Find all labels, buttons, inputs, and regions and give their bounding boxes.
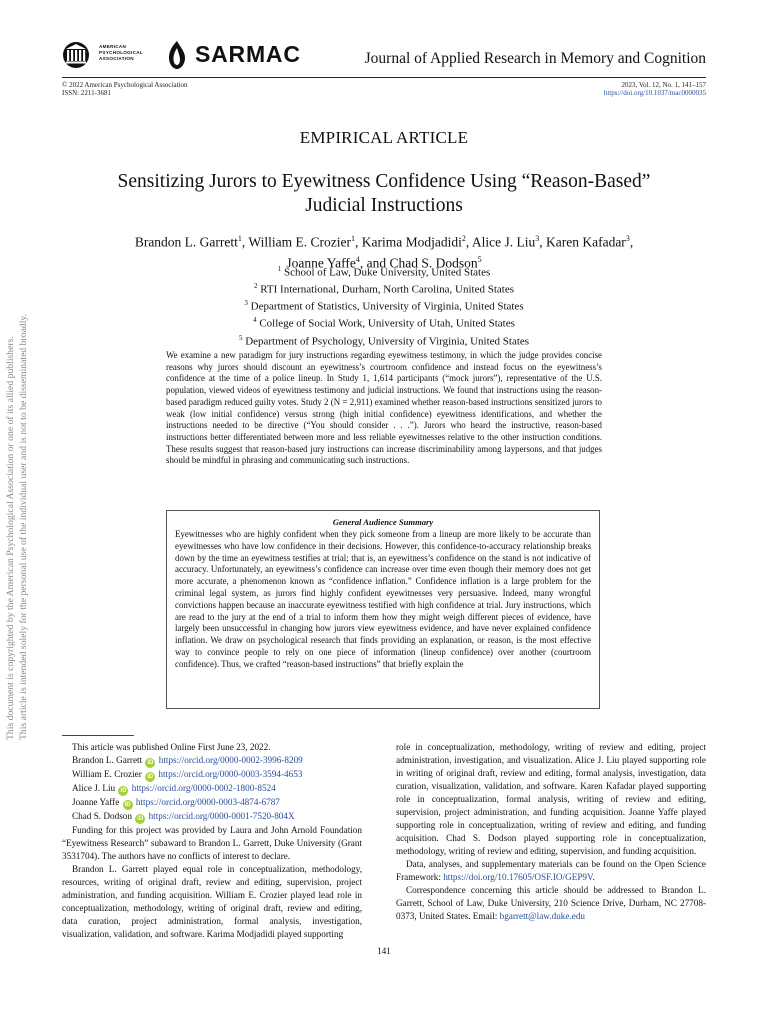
author-separator: ,	[539, 234, 546, 250]
orcid-entry	[62, 810, 362, 824]
orcid-icon: iD	[124, 802, 131, 808]
data-availability-text: Data, analyses, and supplementary materials can be found on the Open Science Framework:	[396, 859, 706, 882]
author-affiliation-mark: 3	[535, 234, 540, 243]
contributions-note: Brandon L. Garrett played equal role in conceptualization, methodology, resources, writing of original draft, review and editing, supervision, project administration, and funding acquisition. William E. Crozier played lead role in conceptualization, methodology, writing of original draft, review and editing, data curation, project administration, formal analysis, investigation, visualization, validation, and software. Karima Modjadidi played supporting	[62, 864, 362, 939]
summary-title: General Audience Summary	[332, 517, 434, 527]
affiliation-mark: 2	[253, 282, 258, 291]
author-name: Karima Modjadidi	[361, 234, 462, 250]
orcid-link[interactable]: https://orcid.org/0000-0002-1800-8524	[131, 783, 276, 793]
orcid-link[interactable]: https://orcid.org/0000-0003-4874-6787	[135, 797, 280, 807]
author-affiliation-mark: 2	[461, 234, 466, 243]
apa-logo-text: AMERICAN PSYCHOLOGICAL ASSOCIATION	[99, 44, 143, 62]
affiliation-item	[120, 332, 648, 349]
affiliation-item	[120, 297, 648, 314]
affiliation-text: RTI International, Durham, North Carolina, United States	[260, 283, 515, 296]
affiliation-text: Department of Statistics, University of Virginia, United States	[250, 300, 524, 313]
issn-text: ISSN: 2211-3681	[62, 89, 111, 98]
affiliation-list	[120, 263, 648, 349]
publication-note: This article was published Online First June 23, 2022.	[72, 742, 271, 752]
data-availability-note	[396, 858, 706, 884]
orcid-icon: iD	[147, 774, 154, 780]
orcid-entry	[62, 796, 362, 810]
affiliation-item	[120, 280, 648, 297]
data-availability-end: .	[592, 872, 595, 882]
orcid-author: Joanne Yaffe	[72, 797, 120, 807]
orcid-entry	[62, 768, 362, 782]
footnotes-left-column	[62, 741, 362, 941]
affiliation-item	[120, 263, 648, 280]
author-affiliation-mark: 5	[477, 254, 482, 264]
author-separator: ,	[241, 234, 249, 250]
summary-text: Eyewitnesses who are highly confident when they pick someone from a lineup are more likely to be accurate than eyewitnesses who have low confidence in their decisions. However, this confidence-to-accuracy relationship breaks down by the time an eyewitness testifies at trial; that is, an eyewitness’s confidence on the stand is not indicative of accuracy. Unfortunately, an eyewitness’s confidence can increase over time even though their memory does not get more accurate, a phenomenon known as “confidence inflation.” Confidence inflation is a large problem for the criminal legal system, as jurors find highly confident eyewitnesses very persuasive. Indeed, many wrongful convictions happen because an inaccurate eyewitness testified with high confidence at trial. Jury instructions, which are read to the jury at the end of a trial to inform them how they might weigh different pieces of evidence, have largely been unsuccessful in changing how jurors view eyewitness evidence, and have never explained confidence inflation. We draw on psychological research that finds providing an explanation, or reason, is the most effective way to convince people to rely on one piece of information (lineup confidence) over another (courtroom confidence). Thus, we crafted “reason-based instructions” that briefly explain the	[175, 529, 591, 669]
author-name: Alice J. Liu	[471, 234, 536, 250]
affiliation-mark: 5	[238, 333, 243, 342]
author-affiliation-mark: 4	[355, 254, 360, 264]
orcid-author: Brandon L. Garrett	[72, 755, 143, 765]
author-separator: , and	[359, 255, 390, 270]
article-title	[80, 170, 688, 218]
copyright-block	[62, 81, 187, 98]
affiliation-mark: 3	[244, 299, 248, 308]
author-name: Karen Kafadar	[545, 234, 626, 250]
orcid-icon: iD	[137, 816, 144, 822]
contributions-continued: role in conceptualization, methodology, writing of review and editing, project administration, investigation, and visualization. Alice J. Liu played supporting role in writing of original draft, review and editing, formal analysis, investigation, data curation, visualization, validation, and software. Karen Kafadar played supporting role in conceptualization, formal analysis, writing of review and editing, supervision, project administration, and funding acquisition. Joanne Yaffe played supporting role in conceptualization, writing of review and editing, and funding acquisition. Chad S. Dodson played supporting role in conceptualization, methodology, writing of review and editing, supervision, and funding acquisition.	[396, 742, 706, 856]
journal-title: Journal of Applied Research in Memory and Cognition	[364, 50, 706, 67]
footnotes-right-column	[396, 741, 706, 923]
orcid-author: William E. Crozier	[72, 769, 142, 779]
correspondence-email-link[interactable]: bgarrett@law.duke.edu	[499, 911, 586, 921]
article-title-line-2: Judicial Instructions	[305, 195, 463, 216]
general-audience-summary	[166, 510, 600, 709]
orcid-link[interactable]: https://orcid.org/0000-0002-3996-8209	[158, 755, 303, 765]
author-name: William E. Crozier	[248, 234, 351, 250]
doi-link[interactable]: https://doi.org/10.1037/mac0000035	[603, 89, 706, 98]
affiliation-text: School of Law, Duke University, United States	[283, 266, 491, 279]
orcid-author: Alice J. Liu	[72, 783, 116, 793]
apa-logo-icon	[62, 41, 96, 69]
page-number: 141	[377, 946, 391, 956]
article-type-label: EMPIRICAL ARTICLE	[299, 128, 469, 147]
orcid-author: Chad S. Dodson	[72, 811, 132, 821]
sarmac-wordmark: SARMAC	[195, 41, 301, 67]
osf-link[interactable]: https://doi.org/10.17605/OSF.IO/GEP9V	[443, 872, 593, 882]
abstract-text: We examine a new paradigm for jury instructions regarding eyewitness testimony, in which the judge provides concise reasons why jurors should discount an eyewitness’s courtroom confidence and instead focus on the eyewitness’s confidence at the time of a police lineup. In Study 1, 1,614 participants (“mock jurors”), representative of the U.S. population, viewed videos of eyewitness testimony and judicial instructions. We found that instructions using the reason-based paradigm reduced guilty votes. Study 2 (N = 2,911) examined whether reason-based instructions sensitized jurors to weak (low initial confidence) versus strong (high initial confidence) eyewitness identifications, and whether the instructions needed to be directive (“You should consider . . .”). Jurors who heard the instructive, reason-based instructions better differentiated between more and less reliable eyewitnesses relative to the other instruction conditions. These results suggest that reason-based jury instructions can increase discriminability among laypersons, and that judges should be mindful in phrasing and communicating such instructions.	[166, 350, 602, 466]
orcid-entry	[62, 782, 362, 796]
orcid-icon: iD	[147, 760, 154, 766]
author-affiliation-mark: 1	[350, 234, 355, 243]
side-notice-line-1: This document is copyrighted by the American Psychological Association or one of its allied publishers.	[5, 336, 16, 740]
volume-info: 2023, Vol. 12, No. 1, 141–157	[621, 81, 706, 89]
footnote-divider	[62, 735, 134, 736]
article-title-line-1: Sensitizing Jurors to Eyewitness Confidence Using “Reason-Based”	[117, 171, 651, 192]
correspondence-text: Correspondence concerning this article should be addressed to Brandon L. Garrett, School of Law, Duke University, 210 Science Drive, Durham, NC 27708-0373, United States. Email:	[396, 885, 706, 921]
author-separator: ,	[354, 234, 362, 250]
author-name: Joanne Yaffe	[286, 255, 356, 270]
author-name: Chad S. Dodson	[389, 255, 478, 270]
orcid-link[interactable]: https://orcid.org/0000-0001-7520-804X	[148, 811, 295, 821]
affiliation-text: College of Social Work, University of Utah, United States	[259, 318, 515, 331]
affiliation-text: Department of Psychology, University of Virginia, United States	[245, 335, 530, 348]
orcid-entry	[62, 754, 362, 768]
orcid-link[interactable]: https://orcid.org/0000-0003-3594-4653	[158, 769, 303, 779]
correspondence-note	[396, 884, 706, 923]
author-affiliation-mark: 3	[625, 234, 630, 243]
funding-note: Funding for this project was provided by Laura and John Arnold Foundation “Eyewitness Research” subaward to Brandon L. Garrett, Duke University (Grant 3531704). The authors have no conflicts of interest to declare.	[62, 825, 362, 861]
affiliation-item	[120, 314, 648, 331]
copyright-side-notice	[4, 280, 34, 740]
author-name: Brandon L. Garrett	[134, 234, 238, 250]
author-separator: ,	[629, 234, 634, 250]
copyright-text: © 2022 American Psychological Association	[62, 81, 188, 89]
affiliation-mark: 1	[277, 265, 282, 273]
volume-block	[604, 81, 706, 98]
affiliation-mark: 4	[253, 316, 257, 325]
sarmac-logo-icon	[166, 40, 188, 70]
author-separator: ,	[465, 234, 472, 250]
orcid-icon: iD	[120, 788, 127, 794]
author-affiliation-mark: 1	[237, 234, 242, 243]
side-notice-line-2: This article is intended solely for the personal use of the individual user and is not to be disseminated broadly.	[18, 313, 29, 740]
header-divider	[62, 77, 706, 78]
